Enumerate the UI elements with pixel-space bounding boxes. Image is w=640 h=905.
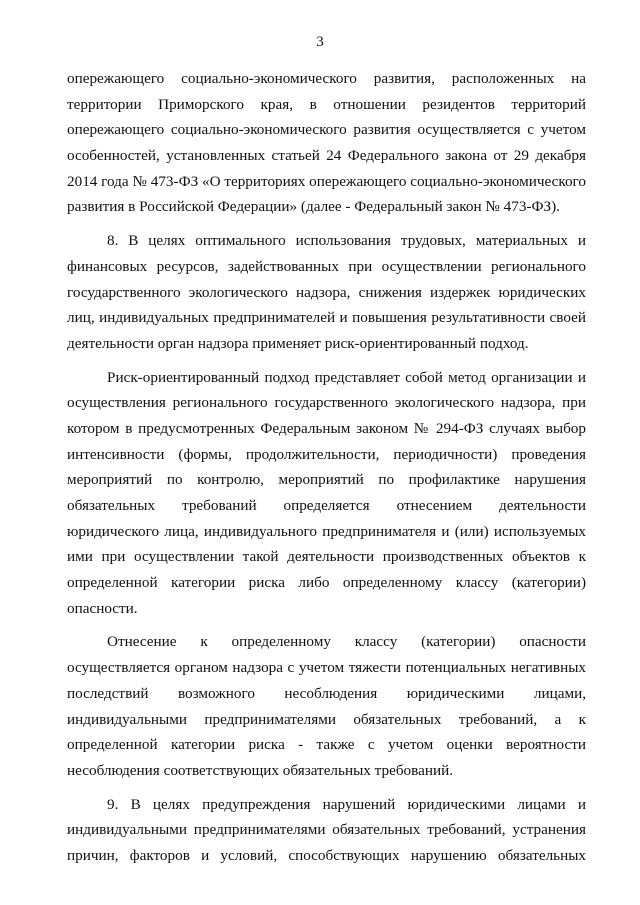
text-line: осуществления регионального государственного экологического надзора, при [67,394,586,412]
text-line: опережающего социально-экономического развития осуществляется с учетом [67,121,586,139]
text-line: обязательных требований определяется отнесением деятельности [67,497,586,514]
text-line: лиц, индивидуальных предпринимателей и повышения результативности своей [67,309,586,327]
text-line: индивидуальными предпринимателями обязательных требований, а к [67,710,586,728]
text-line: территории Приморского края, в отношении резидентов территорий [67,95,586,113]
text-line: государственного экологического надзора, снижения издержек юридических [67,283,586,301]
text-line: развития в Российской Федерации» (далее - Федеральный закон № 473-ФЗ). [67,198,560,216]
text-line: котором в предусмотренных Федеральным законом № 294-ФЗ случаях выбор [67,419,586,437]
text-line: 8. В целях оптимального использования трудовых, материальных и [107,232,586,250]
text-line: финансовых ресурсов, задействованных при осуществлении регионального [67,257,586,275]
text-line: несоблюдения соответствующих обязательных требований. [67,761,454,779]
text-line: последствий возможного несоблюдения юридическими лицами, [67,684,586,702]
text-line: определенной категории риска - также с учетом оценки вероятности [67,736,586,754]
paragraph-risk-approach [67,365,586,622]
text-line: интенсивности (формы, продолжительности, периодичности) проведения [67,445,586,463]
page-number: 3 [316,34,324,50]
text-line: Отнесение к определенному классу (категории) опасности [107,633,586,651]
text-line: особенностей, установленных статьей 24 Федерального закона от 29 декабря [67,147,586,165]
paragraph-item-9 [67,792,586,869]
text-line: определенной категории риска либо определенному классу (категории) [67,574,586,592]
text-line: опасности. [67,599,138,617]
paragraph-continuation [67,66,586,220]
text-line: опережающего социально-экономического развития, расположенных на [67,70,586,87]
paragraph-item-8 [67,228,586,356]
text-line: 2014 года № 473-ФЗ «О территориях опережающего социально-экономического [67,172,586,190]
text-line: юридического лица, индивидуального предпринимателя и (или) используемых [67,522,586,540]
text-line: ими при осуществлении такой деятельности производственных объектов к [67,548,586,566]
text-line: причин, факторов и условий, способствующих нарушению обязательных [67,846,586,864]
document-body [67,66,586,869]
text-line: мероприятий по контролю, мероприятий по профилактике нарушения [67,471,586,489]
text-line: деятельности орган надзора применяет риск-ориентированный подход. [67,334,529,352]
paragraph-hazard-class [67,629,586,783]
text-line: осуществляется органом надзора с учетом тяжести потенциальных негативных [67,659,586,677]
text-line: 9. В целях предупреждения нарушений юридическими лицами и [107,795,586,813]
text-line: индивидуальными предпринимателями обязательных требований, устранения [67,821,586,839]
text-line: Риск-ориентированный подход представляет собой метод организации и [107,368,586,386]
